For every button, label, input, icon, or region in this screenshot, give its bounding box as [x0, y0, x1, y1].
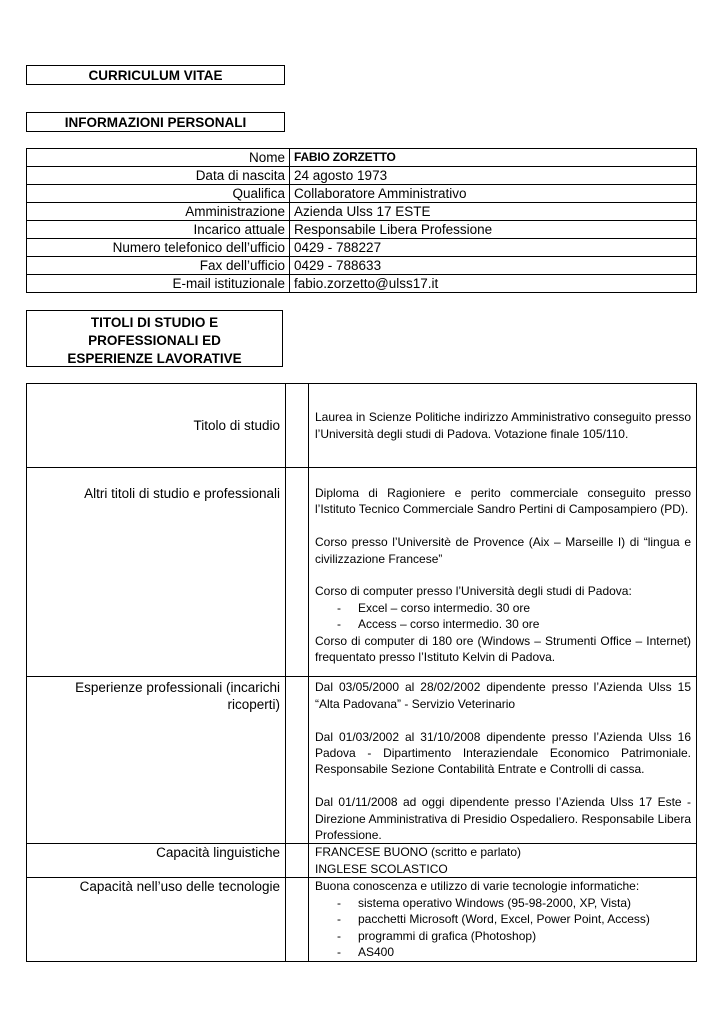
list-item: - sistema operativo Windows (95-98-2000, XP, Vista)	[337, 895, 691, 911]
technologies-label: Capacità nell’uso delle tecnologie	[27, 878, 286, 962]
experience-ulss17: Dal 01/11/2008 ad oggi dipendente presso l’Azienda Ulss 17 Este - Direzione Amministrativa di Presidio Ospedaliero. Responsabile Libera Professione.	[315, 795, 691, 843]
experience-ulss16: Dal 01/03/2002 al 31/10/2008 dipendente presso l’Azienda Ulss 16 Padova - Dipartimento Interaziendale Economico Patrimoniale. Responsabile Sezione Contabilità Entrate e Controlli di cassa.	[315, 729, 691, 777]
studies-heading-box	[26, 310, 283, 367]
other-titles-spacer	[286, 468, 309, 677]
studies-heading-line-3: ESPERIENZE LAVORATIVE	[67, 351, 242, 366]
other-titles-provence: Corso presso l’Universitè de Provence (Aix – Marseille I) di “lingua e civilizzazione Francese”	[315, 535, 691, 566]
email-value: fabio.zorzetto@ulss17.it	[290, 275, 697, 293]
list-item: - pacchetti Microsoft (Word, Excel, Power Point, Access)	[337, 911, 691, 927]
personal-row-fax	[27, 257, 697, 275]
technologies-intro: Buona conoscenza e utilizzo di varie tecnologie informatiche:	[315, 879, 640, 894]
studies-row-technologies	[27, 878, 697, 962]
languages-label: Capacità linguistiche	[27, 844, 286, 878]
languages-spacer	[286, 844, 309, 878]
technologies-value	[309, 878, 697, 962]
technologies-list	[315, 895, 691, 961]
name-label: Nome	[27, 149, 290, 167]
list-item: - programmi di grafica (Photoshop)	[337, 928, 691, 944]
fax-label: Fax dell’ufficio	[27, 257, 290, 275]
studies-heading-line-1: TITOLI DI STUDIO E	[90, 315, 219, 330]
list-item: - Excel – corso intermedio. 30 ore	[337, 600, 691, 616]
birthdate-label: Data di nascita	[27, 167, 290, 185]
other-titles-course-list	[315, 600, 691, 633]
administration-label: Amministrazione	[27, 203, 290, 221]
cv-title: CURRICULUM VITAE	[88, 67, 223, 83]
personal-row-phone	[27, 239, 697, 257]
administration-value: Azienda Ulss 17 ESTE	[290, 203, 697, 221]
personal-info-heading: INFORMAZIONI PERSONALI	[64, 114, 247, 130]
language-english: INGLESE SCOLASTICO	[315, 861, 448, 876]
personal-row-name	[27, 149, 697, 167]
degree-spacer	[286, 384, 309, 468]
current-role-label: Incarico attuale	[27, 221, 290, 239]
cv-title-box	[26, 65, 285, 85]
phone-label: Numero telefonico dell’ufficio	[27, 239, 290, 257]
personal-row-current-role	[27, 221, 697, 239]
other-titles-computer-course: Corso di computer presso l’Università degli studi di Padova:	[315, 584, 632, 599]
personal-row-email	[27, 275, 697, 293]
fax-value: 0429 - 788633	[290, 257, 697, 275]
studies-table	[26, 383, 697, 962]
qualification-label: Qualifica	[27, 185, 290, 203]
personal-row-administration	[27, 203, 697, 221]
other-titles-value	[309, 468, 697, 677]
experience-ulss15: Dal 03/05/2000 al 28/02/2002 dipendente presso l’Azienda Ulss 15 “Alta Padovana” - Servizio Veterinario	[315, 680, 691, 711]
studies-row-experience	[27, 677, 697, 844]
birthdate-value: 24 agosto 1973	[290, 167, 697, 185]
studies-row-other-titles	[27, 468, 697, 677]
personal-info-heading-box	[26, 112, 285, 132]
email-label: E-mail istituzionale	[27, 275, 290, 293]
studies-row-degree	[27, 384, 697, 468]
other-titles-diploma: Diploma di Ragioniere e perito commerciale conseguito presso l’Istituto Tecnico Commerciale Sandro Pertini di Camposampiero (PD).	[315, 486, 691, 517]
name-value: FABIO ZORZETTO	[290, 149, 697, 167]
current-role-value: Responsabile Libera Professione	[290, 221, 697, 239]
studies-row-languages	[27, 844, 697, 878]
experience-label: Esperienze professionali (incarichi ricoperti)	[27, 677, 286, 844]
qualification-value: Collaboratore Amministrativo	[290, 185, 697, 203]
language-french: FRANCESE BUONO (scritto e parlato)	[315, 845, 522, 860]
languages-value	[309, 844, 697, 878]
personal-row-qualification	[27, 185, 697, 203]
list-item: - Access – corso intermedio. 30 ore	[337, 616, 691, 632]
experience-value	[309, 677, 697, 844]
personal-row-birthdate	[27, 167, 697, 185]
list-item: - AS400	[337, 944, 691, 960]
degree-value: Laurea in Scienze Politiche indirizzo Amministrativo conseguito presso l’Università degli studi di Padova. Votazione finale 105/110.	[309, 384, 697, 468]
personal-info-table	[26, 148, 697, 293]
other-titles-kelvin: Corso di computer di 180 ore (Windows – Strumenti Office – Internet) frequentato presso l’Istituto Kelvin di Padova.	[315, 633, 691, 665]
technologies-spacer	[286, 878, 309, 962]
degree-label: Titolo di studio	[27, 384, 286, 468]
other-titles-label: Altri titoli di studio e professionali	[27, 468, 286, 677]
experience-spacer	[286, 677, 309, 844]
phone-value: 0429 - 788227	[290, 239, 697, 257]
studies-heading-line-2: PROFESSIONALI ED	[88, 333, 221, 348]
